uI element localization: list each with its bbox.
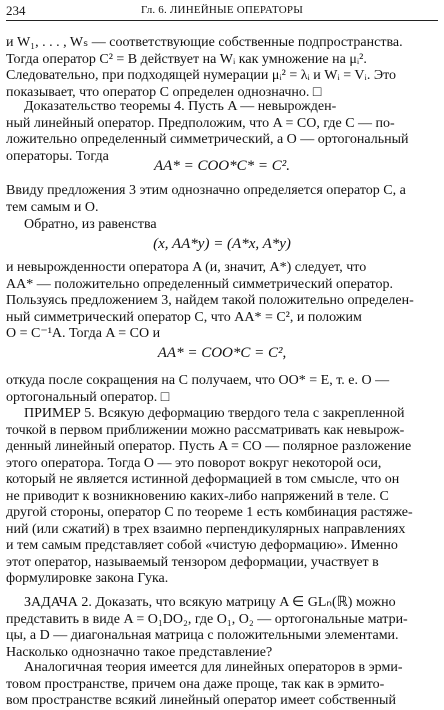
paragraph	[6, 217, 438, 234]
paragraph	[6, 183, 438, 216]
paragraph	[6, 595, 438, 661]
text-line: Тогда оператор C² = B действует на Wᵢ как умножение на μᵢ².	[6, 51, 367, 67]
text-line: O = C⁻¹A. Тогда A = CO и	[6, 326, 161, 341]
running-title: Гл. 6. ЛИНЕЙНЫЕ ОПЕРАТОРЫ	[140, 4, 304, 16]
text-line: ный линейный оператор. Предположим, что A = CO, где C — по-	[6, 115, 395, 131]
display-formula: AA* = COO*C* = C².	[154, 158, 290, 174]
text-line: Пользуясь предложением 3, найдем такой положительно определен-	[6, 293, 414, 308]
paragraph	[6, 660, 438, 710]
text-line: Следовательно, при подходящей нумерации μᵢ² = λᵢ и Wᵢ = Vᵢ. Это	[6, 68, 397, 83]
text-line: денный линейный оператор. Пусть A = CO — полярное разложение	[6, 439, 412, 454]
text-line: Ввиду предложения 3 этим однозначно определяется оператор C, а	[6, 183, 406, 198]
display-formula: AA* = COO*C = C²,	[157, 345, 287, 361]
text-line: откуда после сокращения на C получаем, что OO* = E, т. е. O —	[6, 373, 390, 388]
text-line: ЗАДАЧА 2. Доказать, что всякую матрицу A ∈ GLₙ(ℝ) можно	[24, 595, 396, 610]
text-line: Доказательство теоремы 4. Пусть A — невырожден-	[24, 99, 337, 114]
text-line: цы, а D — диагональная матрица с положительными элементами.	[6, 628, 399, 643]
text-line: и тем самым представляет собой «чистую деформацию». Именно	[6, 538, 398, 553]
text-line: AA* — положительно определенный симметрический оператор.	[6, 276, 393, 292]
text-line: точкой в первом приближении можно рассматривать как невырож-	[6, 422, 405, 438]
text-line: показывает, что оператор C определен однозначно. □	[6, 84, 322, 100]
page-header	[6, 0, 438, 21]
text-line: Насколько однозначно такое представление?	[6, 644, 273, 660]
text-line: тем самым и O.	[6, 199, 99, 215]
text-line: который не является истинной деформацией в том смысле, что он	[6, 472, 400, 487]
text-line: ний (или сжатий) в трех взаимно перпендикулярных направлениях	[6, 521, 406, 537]
text-line: другой стороны, оператор C по теореме 1 есть комбинация растяже-	[6, 505, 413, 520]
paragraph	[6, 260, 438, 343]
text-line: вом пространстве всякий линейный оператор имеет собственный	[6, 693, 396, 708]
display-formula: (x, AA*y) = (A*x, A*y)	[153, 236, 291, 252]
text-line: операторы. Тогда	[6, 148, 109, 164]
paragraph	[6, 406, 438, 588]
text-line: товом пространстве, причем она даже проще, так как в эрмито-	[6, 676, 385, 692]
text-line: не приводит к возникновению каких-либо напряжений в теле. С	[6, 488, 389, 504]
text-line: этот оператор, называемый тензором деформации, участвует в	[6, 554, 379, 570]
text-line: ложительно определенный симметрический, a O — ортогональный	[6, 132, 409, 147]
text-line: формулировке закона Гука.	[6, 571, 169, 586]
text-line: и W₁, . . . , Wₛ — соответствующие собственные подпространства.	[6, 35, 403, 50]
page-number: 234	[6, 3, 26, 18]
text-line: Обратно, из равенства	[24, 217, 157, 232]
paragraph	[6, 373, 438, 406]
text-line: ный симметрический оператор C, что AA* = C², и положим	[6, 309, 362, 325]
text-line: ПРИМЕР 5. Всякую деформацию твердого тела с закрепленной	[24, 406, 405, 421]
text-line: этого оператора. Тогда O — это поворот вокруг некоторой оси,	[6, 455, 382, 471]
paragraph	[6, 35, 438, 101]
text-line: Аналогичная теория имеется для линейных операторов в эрми-	[24, 660, 403, 675]
paragraph	[6, 99, 438, 165]
text-line: представить в виде A = O₁DO₂, где O₁, O₂ — ортогональные матри-	[6, 611, 408, 627]
text-line: и невырожденности оператора A (и, значит, A*) следует, что	[6, 260, 367, 275]
text-line: ортогональный оператор. □	[6, 389, 170, 405]
